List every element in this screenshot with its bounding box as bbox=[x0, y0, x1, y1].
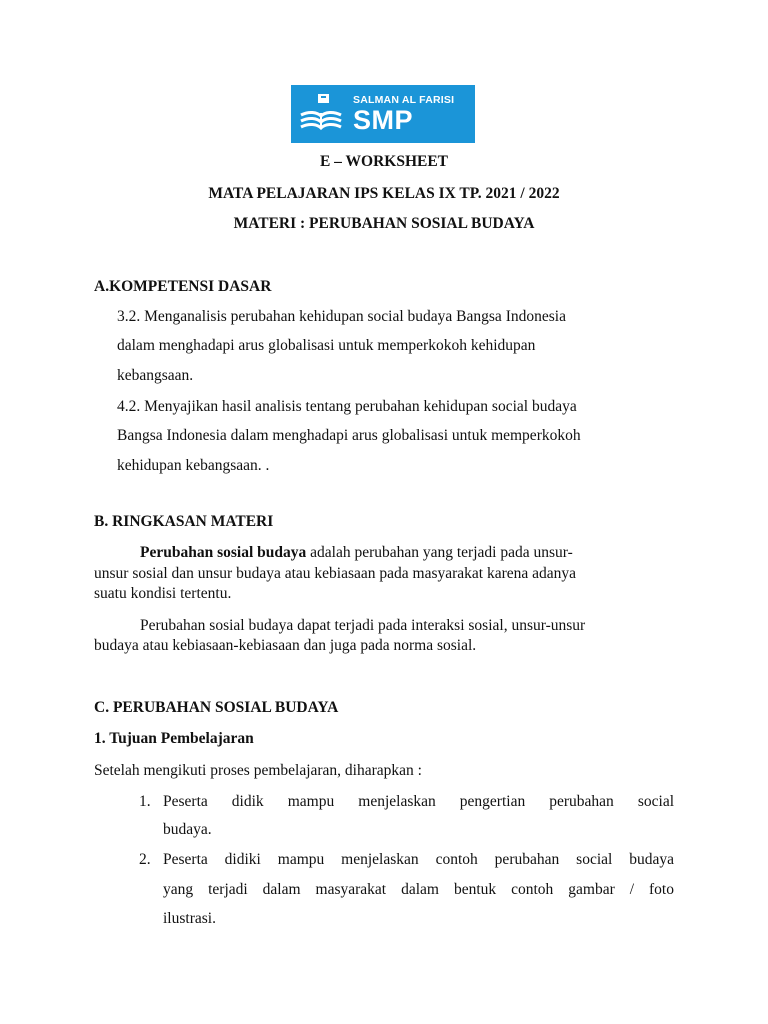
objective-2-line-1: Peserta didiki mampu menjelaskan contoh perubahan social budaya bbox=[163, 851, 674, 868]
objective-1-number: 1. bbox=[139, 793, 151, 810]
summary-p2-line-1: Perubahan sosial budaya dapat terjadi pada interaksi sosial, unsur-unsur bbox=[140, 617, 586, 634]
summary-term: Perubahan sosial budaya bbox=[140, 544, 307, 561]
objective-2-line-2: yang terjadi dalam masyarakat dalam bentuk contoh gambar / foto bbox=[163, 881, 674, 898]
learning-objectives-heading: 1. Tujuan Pembelajaran bbox=[94, 730, 254, 747]
objective-1-line-1: Peserta didik mampu menjelaskan pengertian perubahan social bbox=[163, 793, 674, 810]
kd-4-2-line-3: kehidupan kebangsaan. . bbox=[117, 457, 270, 474]
summary-p2-line-2: budaya atau kebiasaan-kebiasaan dan juga pada norma sosial. bbox=[94, 637, 477, 654]
section-b-heading: B. RINGKASAN MATERI bbox=[94, 513, 274, 530]
objective-1-line-2: budaya. bbox=[163, 821, 212, 838]
material-title: MATERI : PERUBAHAN SOSIAL BUDAYA bbox=[233, 215, 535, 232]
section-c-heading: C. PERUBAHAN SOSIAL BUDAYA bbox=[94, 699, 339, 716]
worksheet-title: E – WORKSHEET bbox=[319, 153, 449, 170]
summary-p1-line-1-rest: adalah perubahan yang terjadi pada unsur- bbox=[306, 544, 573, 561]
section-a-heading: A.KOMPETENSI DASAR bbox=[94, 278, 272, 295]
objective-2-line-3: ilustrasi. bbox=[163, 910, 216, 927]
subject-title: MATA PELAJARAN IPS KELAS IX TP. 2021 / 2022 bbox=[208, 185, 560, 202]
summary-p1-line-2: unsur sosial dan unsur budaya atau kebiasaan pada masyarakat karena adanya bbox=[94, 565, 577, 582]
kd-3-2-line-2: dalam menghadapi arus globalisasi untuk memperkokoh kehidupan bbox=[117, 337, 536, 354]
kd-3-2-line-1: 3.2. Menganalisis perubahan kehidupan social budaya Bangsa Indonesia bbox=[117, 308, 566, 325]
summary-p1-line-3: suatu kondisi tertentu. bbox=[94, 585, 232, 602]
objective-2-number: 2. bbox=[139, 851, 151, 868]
logo-level: SMP bbox=[353, 105, 414, 135]
open-book-icon bbox=[291, 85, 351, 143]
objectives-intro: Setelah mengikuti proses pembelajaran, diharapkan : bbox=[94, 762, 422, 779]
kd-4-2-line-2: Bangsa Indonesia dalam menghadapi arus globalisasi untuk memperkokoh bbox=[117, 427, 581, 444]
kd-4-2-line-1: 4.2. Menyajikan hasil analisis tentang perubahan kehidupan social budaya bbox=[117, 398, 577, 415]
logo-school-name: SALMAN AL FARISI bbox=[353, 94, 455, 106]
kd-3-2-line-3: kebangsaan. bbox=[117, 367, 194, 384]
summary-p1-line-1 bbox=[140, 544, 573, 562]
logo-text bbox=[351, 94, 454, 134]
school-logo bbox=[291, 85, 475, 143]
